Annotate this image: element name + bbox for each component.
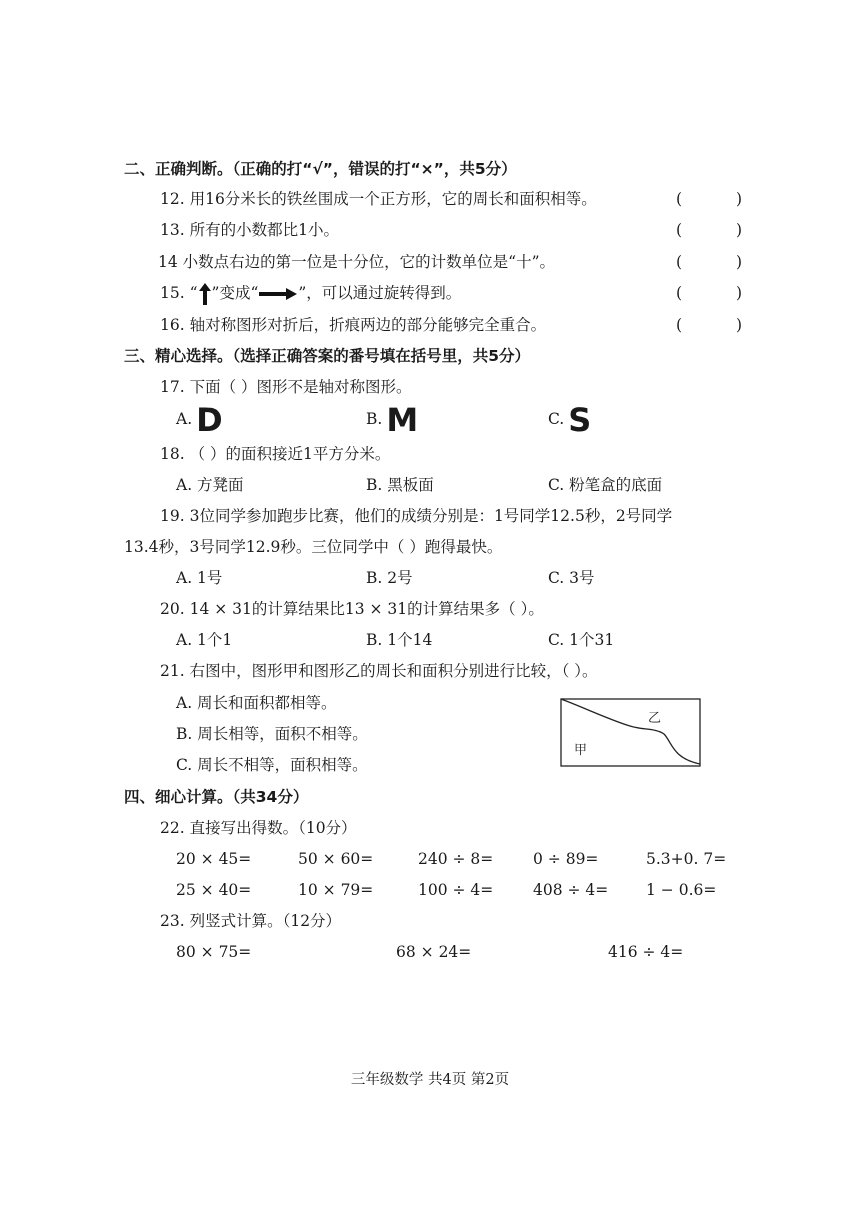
label-jia: 甲 [574,743,588,758]
section-2-heading: 二、正确判断。（正确的打“√”，错误的打“×”，共5分） [124,160,517,178]
answer-blank-14[interactable]: ( ) [676,253,743,271]
question-18: 18. （ ）的面积接近1平方分米。 [160,445,391,463]
question-19-line-1: 19. 3位同学参加跑步比赛，他们的成绩分别是：1号同学12.5秒，2号同学 [160,507,673,525]
answer-blank-12[interactable]: ( ) [676,190,743,208]
question-17: 17. 下面（ ）图形不是轴对称图形。 [160,378,412,396]
option-17-c[interactable]: C. S [548,401,592,439]
answer-blank-15[interactable]: ( ) [676,284,743,302]
shape-comparison-diagram [560,698,702,768]
option-18-c[interactable]: C. 粉笔盒的底面 [548,476,663,494]
option-20-a[interactable]: A. 1个1 [176,631,233,649]
answer-blank-13[interactable]: ( ) [676,221,743,239]
calc-22-6: 25 × 40= [176,881,252,899]
option-21-c[interactable]: C. 周长不相等，面积相等。 [176,756,368,774]
letter-m: M [386,401,419,439]
question-16: 16. 轴对称图形对折后，折痕两边的部分能够完全重合。 [160,316,547,334]
section-4-heading: 四、细心计算。（共34分） [124,788,309,806]
calc-23-3: 416 ÷ 4= [608,943,684,961]
calc-22-1: 20 × 45= [176,850,252,868]
calc-22-10: 1 − 0.6= [646,881,717,899]
calc-22-9: 408 ÷ 4= [533,881,609,899]
option-19-b[interactable]: B. 2号 [366,569,413,587]
option-20-c[interactable]: C. 1个31 [548,631,615,649]
page-footer: 三年级数学 共4页 第2页 [350,1072,510,1088]
option-19-c[interactable]: C. 3号 [548,569,595,587]
question-23: 23. 列竖式计算。（12分） [160,912,342,930]
calc-22-8: 100 ÷ 4= [418,881,494,899]
option-20-b[interactable]: B. 1个14 [366,631,433,649]
section-3-heading: 三、精心选择。（选择正确答案的番号填在括号里，共5分） [124,347,531,365]
option-19-a[interactable]: A. 1号 [176,569,223,587]
calc-22-7: 10 × 79= [298,881,374,899]
question-20: 20. 14 × 31的计算结果比13 × 31的计算结果多（ ）。 [160,600,544,618]
option-18-a[interactable]: A. 方凳面 [176,476,244,494]
calc-23-2: 68 × 24= [396,943,472,961]
question-19-line-2: 13.4秒，3号同学12.9秒。三位同学中（ ）跑得最快。 [124,538,503,556]
calc-22-2: 50 × 60= [298,850,374,868]
option-18-b[interactable]: B. 黑板面 [366,476,434,494]
option-21-a[interactable]: A. 周长和面积都相等。 [176,694,337,712]
option-17-b[interactable]: B. M [366,401,419,439]
question-13: 13. 所有的小数都比1小。 [160,221,339,239]
arrow-up-icon [198,282,212,306]
question-15: 15. “ ”变成“ ”，可以通过旋转得到。 [160,282,461,306]
question-22: 22. 直接写出得数。（10分） [160,819,357,837]
calc-22-3: 240 ÷ 8= [418,850,494,868]
label-yi: 乙 [648,711,662,726]
option-17-a[interactable]: A. D [176,401,223,439]
question-14: 14 小数点右边的第一位是十分位，它的计数单位是“十”。 [158,253,555,271]
calc-22-4: 0 ÷ 89= [533,850,599,868]
question-12: 12. 用16分米长的铁丝围成一个正方形，它的周长和面积相等。 [160,190,597,208]
answer-blank-16[interactable]: ( ) [676,316,743,334]
question-21: 21. 右图中，图形甲和图形乙的周长和面积分别进行比较，（ ）。 [160,662,598,680]
letter-s: S [568,401,592,439]
arrow-right-icon [258,287,298,301]
calc-22-5: 5.3+0. 7= [646,850,727,868]
letter-d: D [196,401,223,439]
calc-23-1: 80 × 75= [176,943,252,961]
option-21-b[interactable]: B. 周长相等，面积不相等。 [176,725,368,743]
